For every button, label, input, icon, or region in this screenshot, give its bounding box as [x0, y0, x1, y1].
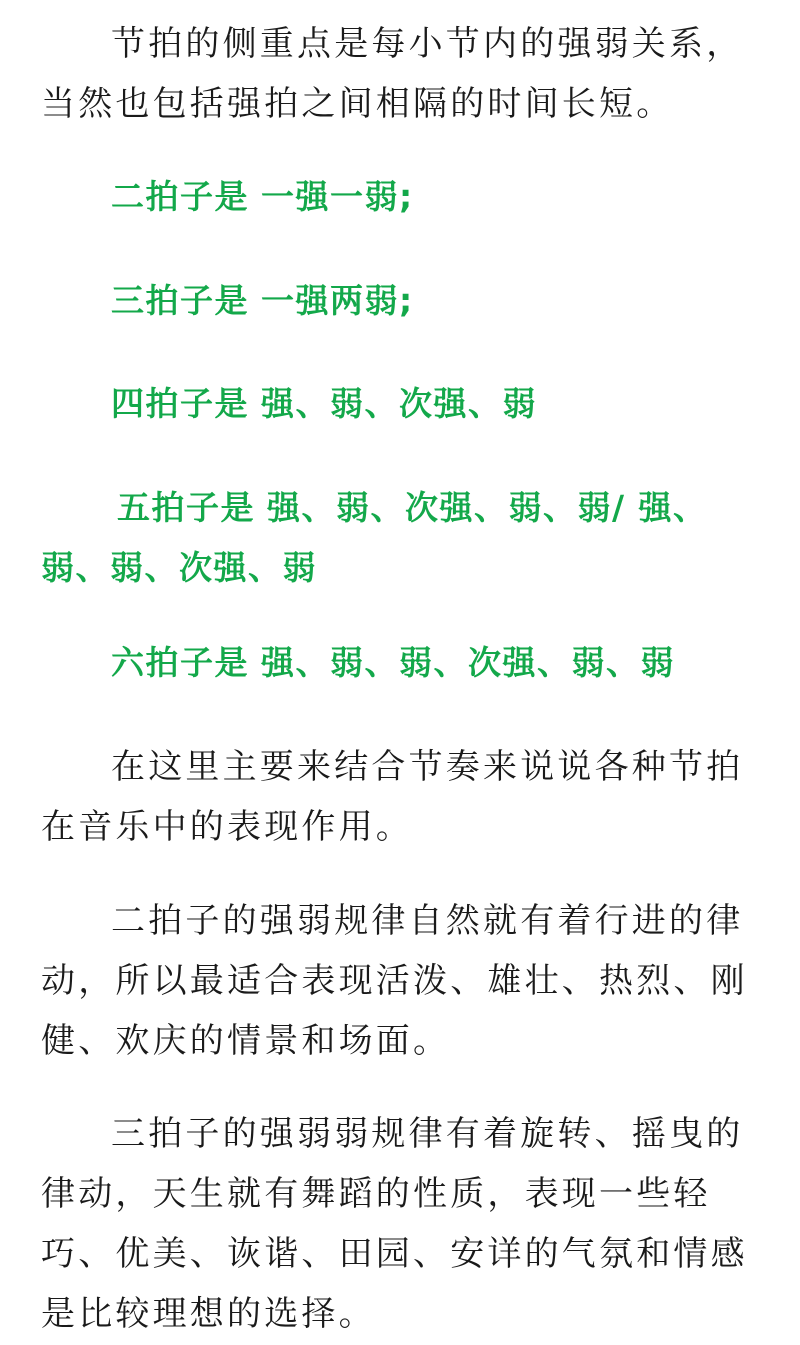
duple-meter-label: 二拍子是	[111, 177, 249, 216]
role-intro-paragraph: 在这里主要来结合节奏来说说各种节拍在音乐中的表现作用。	[41, 747, 744, 847]
triple-meter-label: 三拍子是	[111, 281, 249, 320]
quintuple-meter-line	[41, 478, 763, 598]
sextuple-meter-line	[41, 633, 763, 693]
duple-meter-paragraph: 二拍子的强弱规律自然就有着行进的律动，所以最适合表现活泼、雄壮、热烈、刚健、欢庆的情景和场面。	[41, 901, 748, 1061]
quintuple-meter-label: 五拍子是	[117, 488, 255, 527]
duple-meter-pattern: 一强一弱;	[261, 177, 414, 216]
quadruple-meter-label: 四拍子是	[111, 384, 249, 423]
sextuple-meter-pattern: 强、弱、弱、次强、弱、弱	[261, 643, 675, 682]
triple-meter-line	[41, 271, 763, 331]
intro-paragraph: 节拍的侧重点是每小节内的强弱关系，当然也包括强拍之间相隔的时间长短。	[41, 24, 744, 124]
quadruple-meter-line	[41, 374, 763, 434]
triple-meter-paragraph: 三拍子的强弱弱规律有着旋转、摇曳的律动，天生就有舞蹈的性质，表现一些轻巧、优美、诙谐、田园、安详的气氛和情感是比较理想的选择。	[41, 1114, 748, 1334]
triple-meter-pattern: 一强两弱;	[261, 281, 414, 320]
sextuple-meter-label: 六拍子是	[111, 643, 249, 682]
duple-meter-line	[41, 167, 763, 227]
quadruple-meter-pattern: 强、弱、次强、弱	[261, 384, 537, 423]
quintuple-meter-pattern: 强、弱、次强、弱、弱/ 强、弱、弱、次强、弱	[41, 488, 708, 587]
